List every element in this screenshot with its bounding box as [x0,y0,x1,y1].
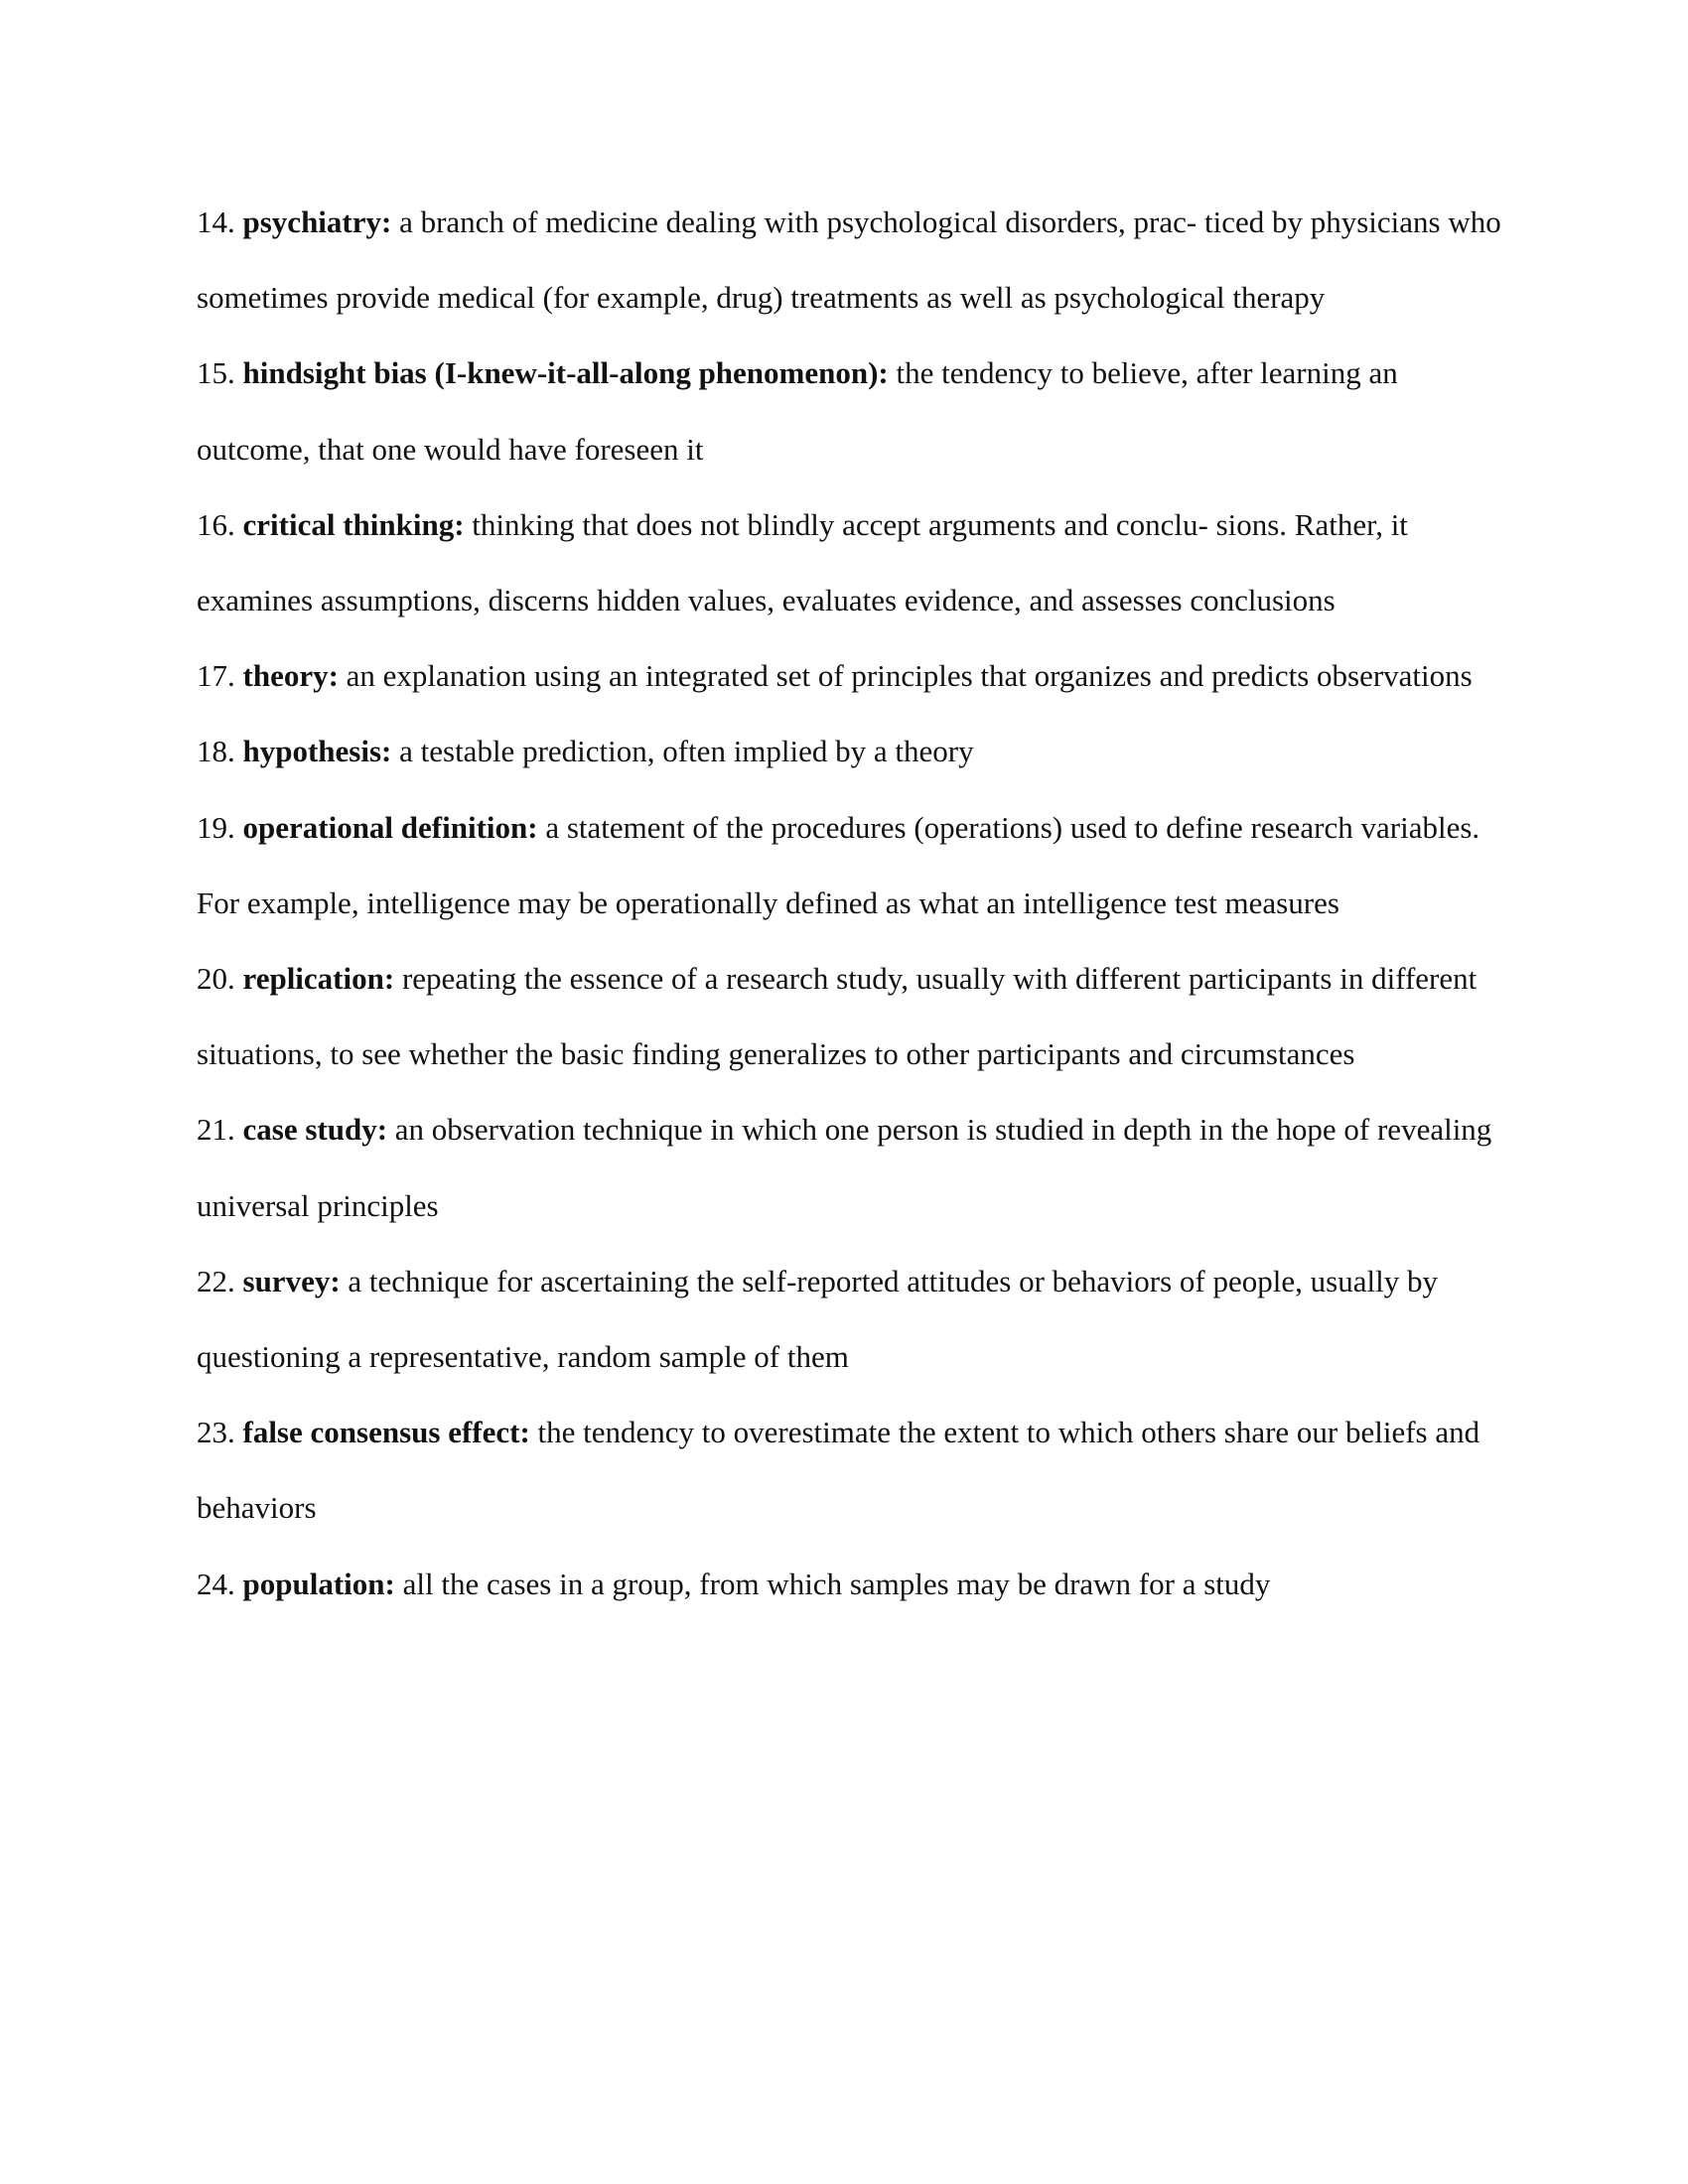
entry-number: 17. [197,658,243,694]
glossary-entry-17 [197,638,1507,714]
entry-definition: the tendency to overestimate the extent to which others share our beliefs and behaviors [197,1415,1480,1526]
entry-definition: an explanation using an integrated set of principles that organizes and predicts observations [338,658,1473,694]
glossary-entry-24 [197,1547,1507,1622]
entry-definition: a statement of the procedures (operations) used to define research variables. For example, intelligence may be operationally defined as what an intelligence test measures [197,809,1480,920]
entry-number: 20. [197,961,243,997]
entry-number: 16. [197,506,243,542]
entry-definition: all the cases in a group, from which samples may be drawn for a study [394,1566,1271,1601]
glossary-list [197,185,1507,1622]
entry-definition: the tendency to believe, after learning an outcome, that one would have foreseen it [197,355,1398,467]
entry-term: operational definition: [242,809,538,845]
glossary-entry-22 [197,1244,1507,1395]
glossary-entry-18 [197,714,1507,789]
glossary-entry-19 [197,790,1507,941]
glossary-entry-23 [197,1395,1507,1546]
entry-number: 14. [197,205,243,239]
entry-term: replication: [242,961,395,997]
entry-number: 15. [197,355,243,391]
entry-term: critical thinking: [242,506,465,542]
glossary-entry-21 [197,1092,1507,1243]
entry-term: case study: [242,1112,388,1148]
entry-definition: repeating the essence of a research study, usually with different participants in different situations, to see whether the basic finding generalizes to other participants and circumstances [197,961,1477,1072]
entry-term: population: [242,1566,395,1601]
glossary-entry-20 [197,941,1507,1092]
glossary-entry-16 [197,487,1507,638]
entry-number: 21. [197,1112,243,1148]
entry-number: 23. [197,1415,243,1450]
entry-definition: a branch of medicine dealing with psychological disorders, prac- ticed by physicians who sometimes provide medical (for example, drug) treatments as well as psychological therapy [197,205,1501,316]
entry-number: 18. [197,734,243,769]
entry-definition: a technique for ascertaining the self-reported attitudes or behaviors of people, usually by questioning a representative, random sample of them [197,1263,1438,1375]
glossary-entry-15 [197,336,1507,486]
entry-term: hindsight bias (I-knew-it-all-along phenomenon): [242,355,889,391]
entry-number: 19. [197,809,243,845]
entry-term: theory: [242,658,339,694]
entry-term: hypothesis: [242,734,392,769]
entry-definition: thinking that does not blindly accept arguments and conclu- sions. Rather, it examines assumptions, discerns hidden values, evaluates evidence, and assesses conclusions [197,506,1408,618]
glossary-entry-14 [197,185,1507,336]
entry-definition: a testable prediction, often implied by a theory [391,734,974,769]
entry-number: 24. [197,1566,243,1601]
entry-term: false consensus effect: [242,1415,530,1450]
entry-number: 22. [197,1263,243,1298]
entry-term: psychiatry: [242,205,392,239]
entry-term: survey: [242,1263,341,1298]
entry-definition: an observation technique in which one person is studied in depth in the hope of revealing universal principles [197,1112,1492,1223]
